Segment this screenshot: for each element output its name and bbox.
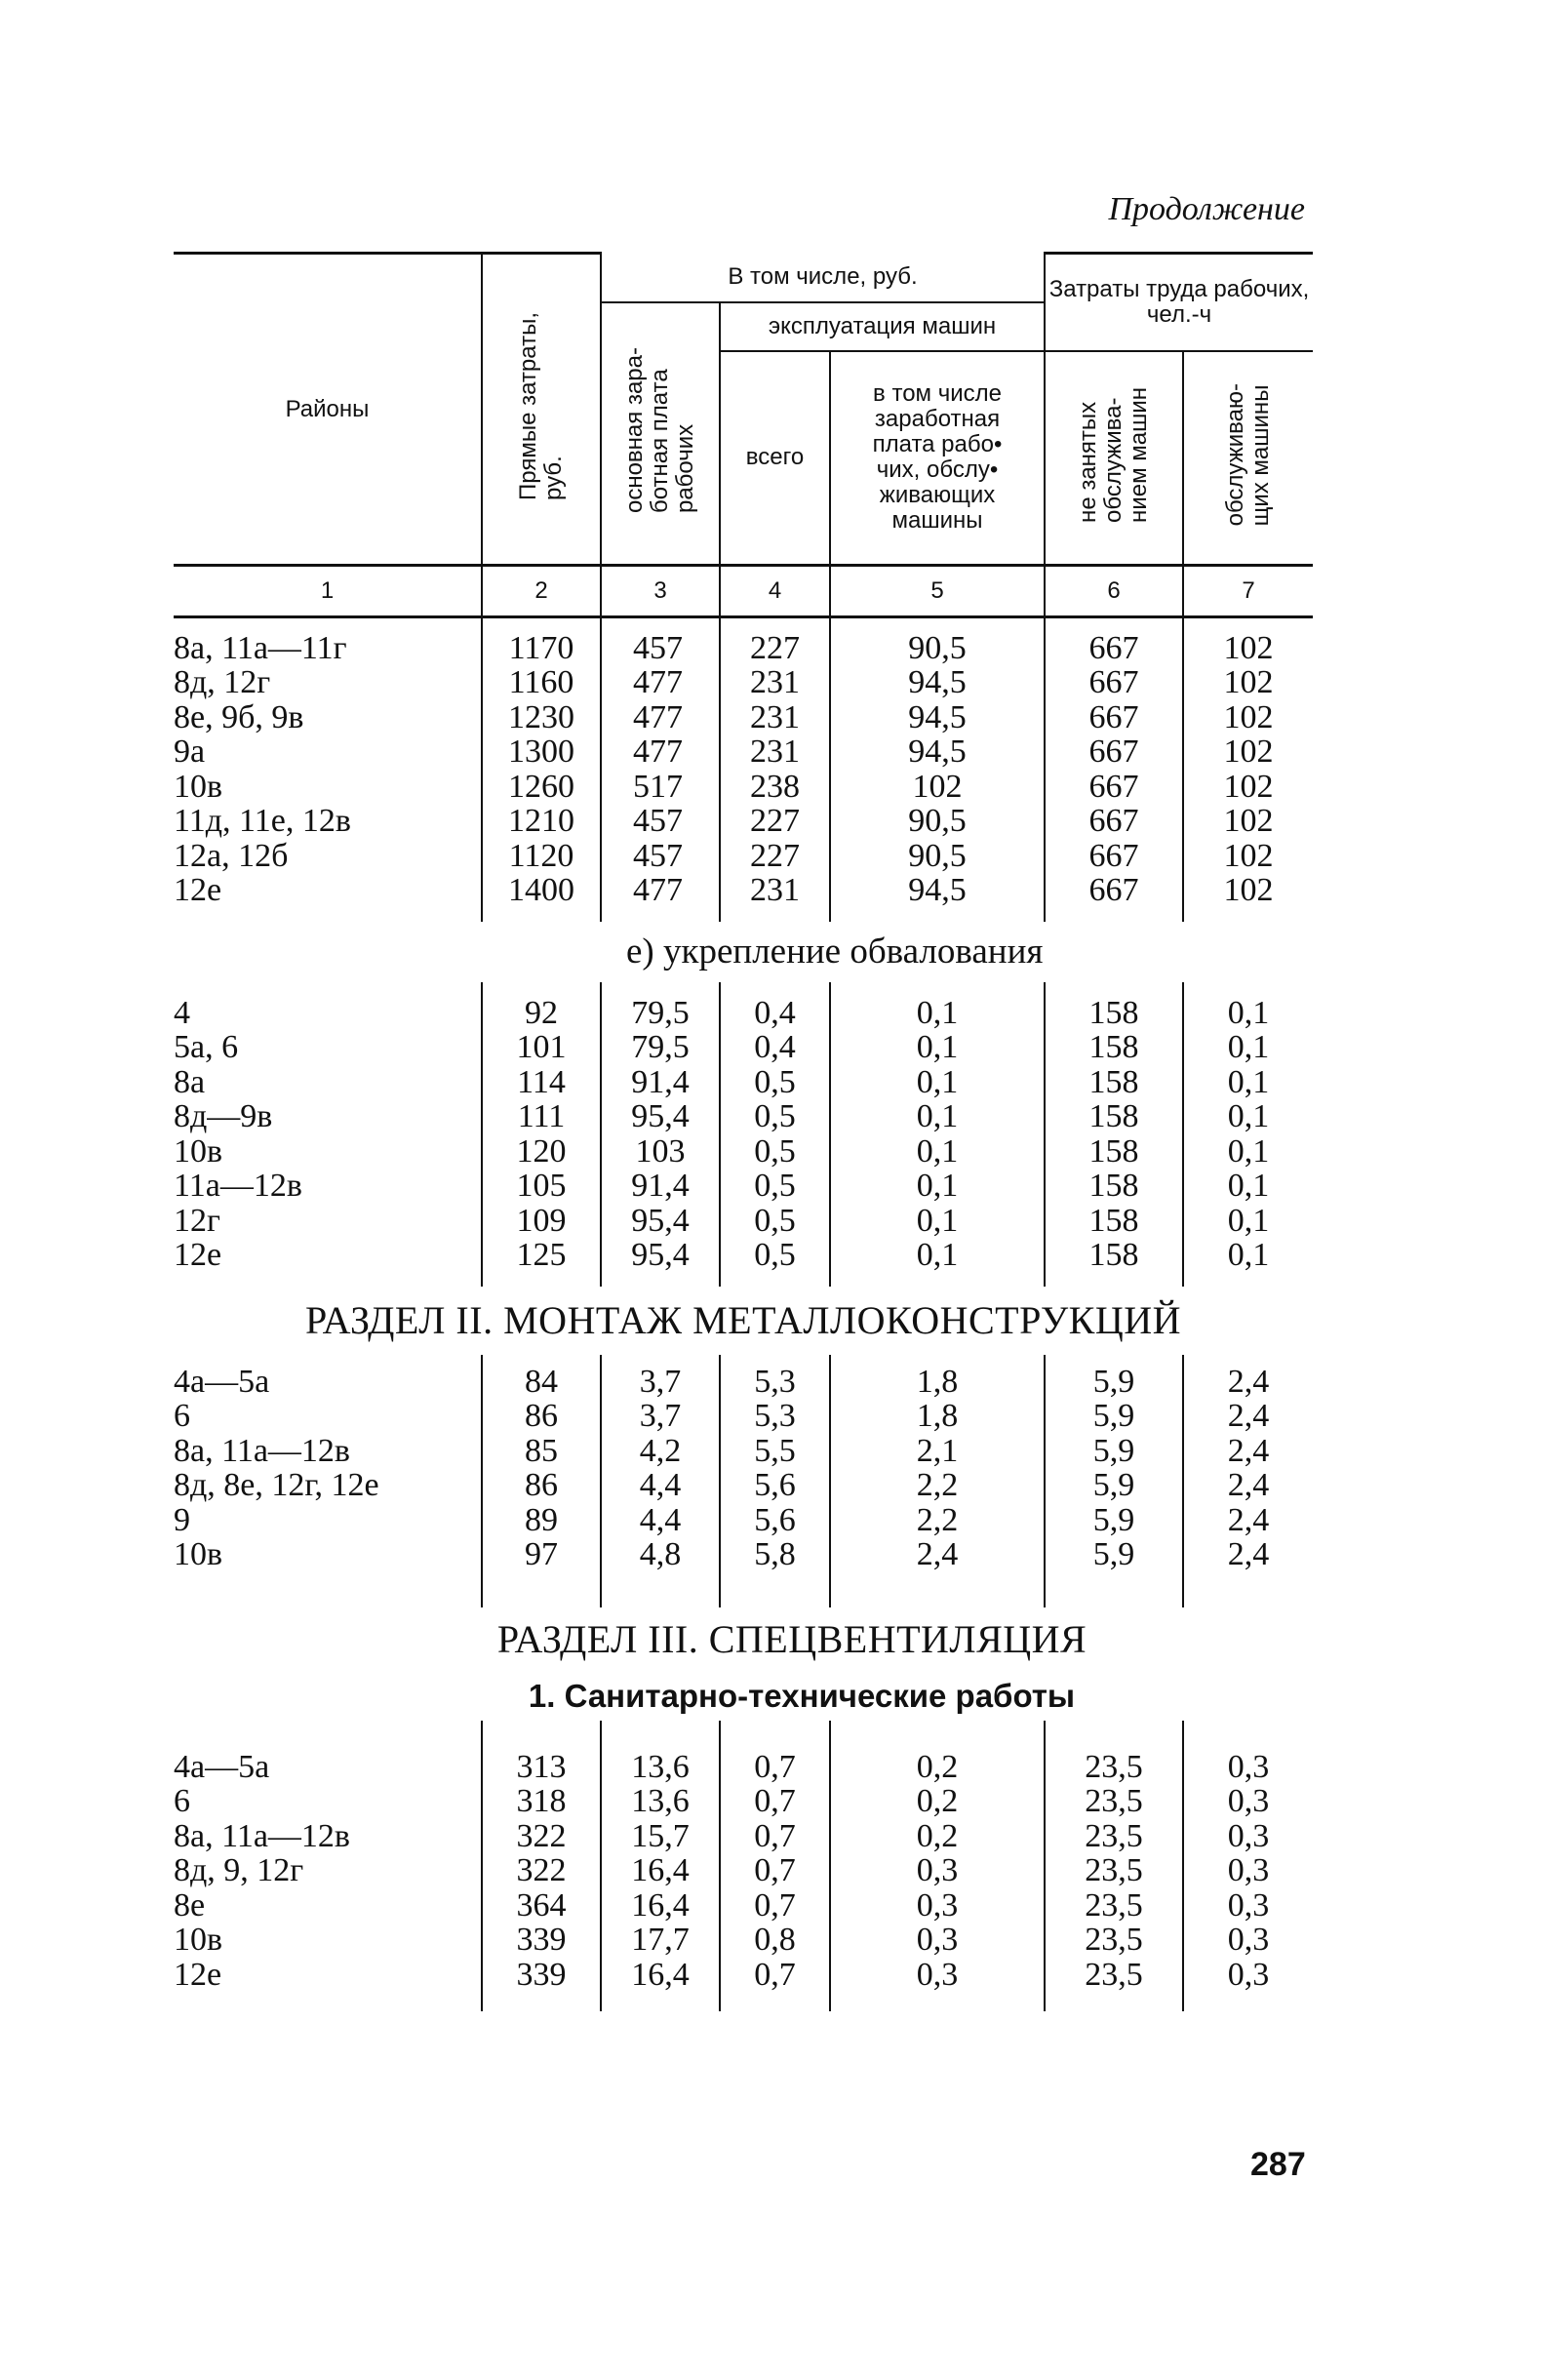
value-text: 5,3 xyxy=(754,1363,796,1400)
region-label: 12е xyxy=(174,872,222,908)
value-text: 0,1 xyxy=(916,1202,959,1239)
value-text: 16,4 xyxy=(631,1956,690,1993)
value-text: 102 xyxy=(912,768,963,805)
region-label: 4а—5а xyxy=(174,1748,270,1785)
labor-not-machine-cell xyxy=(1045,631,1183,908)
value-text: 5,6 xyxy=(754,1467,796,1503)
value-text: 4,2 xyxy=(639,1432,682,1469)
value-text: 0,3 xyxy=(916,1886,959,1924)
value-text: 3,7 xyxy=(639,1398,682,1434)
value-text: 0,1 xyxy=(1227,1237,1270,1273)
value-text: 2,2 xyxy=(916,1501,959,1538)
value-text: 667 xyxy=(1088,872,1139,908)
machine-total-cell xyxy=(720,1750,830,1993)
value-text: 5,6 xyxy=(754,1501,796,1538)
col-number: 3 xyxy=(601,566,720,617)
value-text: 4,4 xyxy=(639,1501,682,1538)
value-text: 231 xyxy=(750,664,800,700)
value-text: 5,9 xyxy=(1092,1363,1135,1400)
base-wage-cell xyxy=(601,631,720,908)
machine-wage-cell xyxy=(830,631,1045,908)
value-text: 114 xyxy=(517,1063,566,1100)
value-text: 0,1 xyxy=(1227,1029,1270,1065)
value-text: 2,4 xyxy=(1227,1536,1270,1572)
regions-cell xyxy=(174,1365,482,1572)
value-text: 0,1 xyxy=(916,1098,959,1134)
labor-not-machine-cell xyxy=(1045,996,1183,1273)
region-label: 5а, 6 xyxy=(174,1029,239,1065)
value-text: 3,7 xyxy=(639,1363,682,1400)
value-text: 2,2 xyxy=(916,1467,959,1503)
value-text: 90,5 xyxy=(908,629,967,666)
value-text: 2,4 xyxy=(1227,1501,1270,1538)
value-text: 1210 xyxy=(508,803,574,839)
value-text: 158 xyxy=(1088,1029,1139,1065)
header-total: всего xyxy=(720,351,830,566)
header-machine-servicing: обслуживаю- щих машины xyxy=(1183,351,1313,566)
value-text: 667 xyxy=(1088,629,1139,666)
value-text: 0,3 xyxy=(1227,1817,1270,1854)
value-text: 13,6 xyxy=(631,1748,690,1785)
value-text: 313 xyxy=(516,1748,567,1785)
region-label: 8е, 9б, 9в xyxy=(174,698,304,735)
value-text: 667 xyxy=(1088,734,1139,770)
value-text: 0,1 xyxy=(916,1063,959,1100)
base-wage-cell xyxy=(601,1750,720,1993)
value-text: 102 xyxy=(1223,664,1274,700)
value-text: 0,1 xyxy=(916,994,959,1031)
value-text: 0,7 xyxy=(754,1817,796,1854)
region-label: 12а, 12б xyxy=(174,837,289,874)
region-label: 8д, 8е, 12г, 12е xyxy=(174,1467,379,1503)
value-text: 2,4 xyxy=(1227,1363,1270,1400)
labor-machine-cell xyxy=(1183,1750,1313,1993)
value-text: 84 xyxy=(525,1363,558,1400)
value-text: 667 xyxy=(1088,768,1139,805)
table-row-group xyxy=(174,1365,1313,1572)
value-text: 231 xyxy=(750,872,800,908)
value-text: 103 xyxy=(635,1132,686,1170)
region-label: 11д, 11е, 12в xyxy=(174,803,351,839)
header-regions: Районы xyxy=(174,254,482,566)
value-text: 102 xyxy=(1223,803,1274,839)
value-text: 5,9 xyxy=(1092,1501,1135,1538)
value-text: 4,8 xyxy=(639,1536,682,1572)
value-text: 0,1 xyxy=(1227,1063,1270,1100)
value-text: 90,5 xyxy=(908,803,967,839)
machine-wage-cell xyxy=(830,1365,1045,1572)
header-base-wage: основная зара- ботная плата рабочих xyxy=(601,302,720,566)
cost-table xyxy=(174,252,1313,2011)
value-text: 667 xyxy=(1088,837,1139,874)
value-text: 322 xyxy=(516,1852,567,1888)
value-text: 0,5 xyxy=(754,1237,796,1273)
region-label: 10в xyxy=(174,1132,223,1170)
value-text: 0,1 xyxy=(1227,1132,1270,1170)
value-text: 0,5 xyxy=(754,1202,796,1239)
col-number: 2 xyxy=(482,566,601,617)
value-text: 23,5 xyxy=(1085,1817,1143,1854)
value-text: 91,4 xyxy=(631,1168,690,1204)
value-text: 0,2 xyxy=(916,1817,959,1854)
value-text: 95,4 xyxy=(631,1237,690,1273)
value-text: 0,1 xyxy=(1227,1202,1270,1239)
value-text: 102 xyxy=(1223,872,1274,908)
value-text: 0,1 xyxy=(916,1237,959,1273)
value-text: 94,5 xyxy=(908,664,967,700)
value-text: 1300 xyxy=(508,734,574,770)
value-text: 92 xyxy=(525,994,558,1031)
machine-total-cell xyxy=(720,631,830,908)
continuation-label: Продолжение xyxy=(1108,191,1305,227)
value-text: 5,9 xyxy=(1092,1536,1135,1572)
header-not-machine: не занятых обслужива- нием машин xyxy=(1045,351,1183,566)
value-text: 91,4 xyxy=(631,1063,690,1100)
value-text: 339 xyxy=(516,1956,567,1993)
value-text: 158 xyxy=(1088,1098,1139,1134)
region-label: 8д, 9, 12г xyxy=(174,1852,304,1888)
value-text: 79,5 xyxy=(631,994,690,1031)
value-text: 120 xyxy=(516,1132,567,1170)
value-text: 0,7 xyxy=(754,1852,796,1888)
value-text: 158 xyxy=(1088,1237,1139,1273)
value-text: 90,5 xyxy=(908,837,967,874)
value-text: 0,8 xyxy=(754,1922,796,1958)
value-text: 1160 xyxy=(508,664,574,700)
value-text: 85 xyxy=(525,1432,558,1469)
value-text: 457 xyxy=(633,837,683,874)
value-text: 89 xyxy=(525,1501,558,1538)
region-label: 8а, 11а—12в xyxy=(174,1432,350,1469)
value-text: 238 xyxy=(750,768,800,805)
value-text: 667 xyxy=(1088,698,1139,735)
value-text: 1170 xyxy=(508,629,574,666)
value-text: 339 xyxy=(516,1922,567,1958)
value-text: 0,3 xyxy=(916,1956,959,1993)
value-text: 0,1 xyxy=(1227,1168,1270,1204)
value-text: 1,8 xyxy=(916,1363,959,1400)
value-text: 5,9 xyxy=(1092,1432,1135,1469)
region-label: 4 xyxy=(174,994,190,1031)
value-text: 94,5 xyxy=(908,698,967,735)
region-label: 8а, 11а—11г xyxy=(174,629,347,666)
value-text: 16,4 xyxy=(631,1886,690,1924)
value-text: 158 xyxy=(1088,1168,1139,1204)
col-number: 6 xyxy=(1045,566,1183,617)
value-text: 105 xyxy=(516,1168,567,1204)
value-text: 0,7 xyxy=(754,1783,796,1819)
section-title: РАЗДЕЛ III. СПЕЦВЕНТИЛЯЦИЯ xyxy=(496,1616,1087,1661)
value-text: 0,3 xyxy=(916,1852,959,1888)
value-text: 227 xyxy=(750,803,800,839)
value-text: 94,5 xyxy=(908,734,967,770)
value-text: 0,7 xyxy=(754,1956,796,1993)
value-text: 13,6 xyxy=(631,1783,690,1819)
value-text: 102 xyxy=(1223,629,1274,666)
header-machine-wage: в том числе заработная плата рабо• чих, обслу• живающих машины xyxy=(830,351,1045,566)
section-title: РАЗДЕЛ II. МОНТАЖ МЕТАЛЛОКОНСТРУКЦИЙ xyxy=(304,1297,1182,1342)
region-label: 11а—12в xyxy=(174,1168,302,1204)
value-text: 0,3 xyxy=(1227,1852,1270,1888)
value-text: 667 xyxy=(1088,803,1139,839)
value-text: 0,3 xyxy=(1227,1956,1270,1993)
base-wage-cell xyxy=(601,1365,720,1572)
labor-machine-cell xyxy=(1183,996,1313,1273)
value-text: 0,5 xyxy=(754,1132,796,1170)
region-label: 12е xyxy=(174,1956,222,1993)
regions-cell xyxy=(174,631,482,908)
subsection-title: е) укрепление обвалования xyxy=(626,931,1044,972)
value-text: 0,3 xyxy=(1227,1783,1270,1819)
labor-machine-cell xyxy=(1183,1365,1313,1572)
value-text: 5,5 xyxy=(754,1432,796,1469)
region-label: 8д—9в xyxy=(174,1098,273,1134)
value-text: 5,8 xyxy=(754,1536,796,1572)
col-number: 5 xyxy=(830,566,1045,617)
value-text: 0,1 xyxy=(916,1029,959,1065)
value-text: 2,1 xyxy=(916,1432,959,1469)
value-text: 0,5 xyxy=(754,1063,796,1100)
value-text: 0,3 xyxy=(1227,1922,1270,1958)
value-text: 101 xyxy=(516,1029,567,1065)
value-text: 5,3 xyxy=(754,1398,796,1434)
value-text: 158 xyxy=(1088,1202,1139,1239)
value-text: 158 xyxy=(1088,994,1139,1031)
value-text: 1,8 xyxy=(916,1398,959,1434)
machine-wage-cell xyxy=(830,1750,1045,1993)
value-text: 97 xyxy=(525,1536,558,1572)
value-text: 86 xyxy=(525,1467,558,1503)
value-text: 2,4 xyxy=(1227,1467,1270,1503)
machine-total-cell xyxy=(720,1365,830,1572)
value-text: 0,1 xyxy=(1227,994,1270,1031)
value-text: 95,4 xyxy=(631,1098,690,1134)
value-text: 0,1 xyxy=(916,1132,959,1170)
region-label: 10в xyxy=(174,1536,223,1572)
value-text: 23,5 xyxy=(1085,1886,1143,1924)
value-text: 1120 xyxy=(508,837,574,874)
value-text: 231 xyxy=(750,698,800,735)
machine-total-cell xyxy=(720,996,830,1273)
value-text: 227 xyxy=(750,837,800,874)
machine-wage-cell xyxy=(830,996,1045,1273)
table-row-group xyxy=(174,996,1313,1273)
value-text: 231 xyxy=(750,734,800,770)
region-label: 10в xyxy=(174,1922,223,1958)
value-text: 4,4 xyxy=(639,1467,682,1503)
value-text: 23,5 xyxy=(1085,1783,1143,1819)
col-number: 4 xyxy=(720,566,830,617)
region-label: 6 xyxy=(174,1398,190,1434)
regions-cell xyxy=(174,996,482,1273)
labor-not-machine-cell xyxy=(1045,1365,1183,1572)
direct-costs-cell xyxy=(482,996,601,1273)
region-label: 8е xyxy=(174,1886,206,1924)
value-text: 0,4 xyxy=(754,1029,796,1065)
value-text: 477 xyxy=(633,664,683,700)
value-text: 125 xyxy=(516,1237,567,1273)
value-text: 109 xyxy=(516,1202,567,1239)
value-text: 79,5 xyxy=(631,1029,690,1065)
header-machine-operation: эксплуатация машин xyxy=(720,302,1045,351)
value-text: 364 xyxy=(516,1886,567,1924)
region-label: 12е xyxy=(174,1237,222,1273)
table-row-group xyxy=(174,631,1313,908)
value-text: 1400 xyxy=(508,872,574,908)
value-text: 2,4 xyxy=(1227,1432,1270,1469)
value-text: 23,5 xyxy=(1085,1956,1143,1993)
col-number: 7 xyxy=(1183,566,1313,617)
value-text: 23,5 xyxy=(1085,1922,1143,1958)
value-text: 102 xyxy=(1223,768,1274,805)
base-wage-cell xyxy=(601,996,720,1273)
value-text: 102 xyxy=(1223,734,1274,770)
regions-cell xyxy=(174,1750,482,1993)
value-text: 1230 xyxy=(508,698,574,735)
value-text: 0,3 xyxy=(1227,1748,1270,1785)
value-text: 5,9 xyxy=(1092,1467,1135,1503)
page-number: 287 xyxy=(1250,2146,1306,2183)
value-text: 457 xyxy=(633,803,683,839)
value-text: 0,7 xyxy=(754,1748,796,1785)
value-text: 16,4 xyxy=(631,1852,690,1888)
value-text: 102 xyxy=(1223,698,1274,735)
value-text: 102 xyxy=(1223,837,1274,874)
value-text: 2,4 xyxy=(1227,1398,1270,1434)
header-labor-costs: Затраты труда рабочих, чел.-ч xyxy=(1045,254,1313,351)
labor-not-machine-cell xyxy=(1045,1750,1183,1993)
value-text: 17,7 xyxy=(631,1922,690,1958)
value-text: 158 xyxy=(1088,1132,1139,1170)
value-text: 318 xyxy=(516,1783,567,1819)
value-text: 0,3 xyxy=(1227,1886,1270,1924)
region-label: 9а xyxy=(174,734,206,770)
region-label: 8д, 12г xyxy=(174,664,271,700)
header-including: В том числе, руб. xyxy=(601,254,1045,302)
value-text: 111 xyxy=(517,1098,566,1134)
value-text: 477 xyxy=(633,734,683,770)
region-label: 12г xyxy=(174,1202,220,1239)
value-text: 95,4 xyxy=(631,1202,690,1239)
value-text: 0,1 xyxy=(916,1168,959,1204)
region-label: 10в xyxy=(174,768,223,805)
value-text: 0,2 xyxy=(916,1783,959,1819)
region-label: 8а xyxy=(174,1063,206,1100)
value-text: 517 xyxy=(633,768,683,805)
direct-costs-cell xyxy=(482,1365,601,1572)
value-text: 94,5 xyxy=(908,872,967,908)
value-text: 86 xyxy=(525,1398,558,1434)
direct-costs-cell xyxy=(482,631,601,908)
value-text: 0,3 xyxy=(916,1922,959,1958)
value-text: 5,9 xyxy=(1092,1398,1135,1434)
value-text: 0,2 xyxy=(916,1748,959,1785)
table-row-group xyxy=(174,1750,1313,1993)
value-text: 23,5 xyxy=(1085,1748,1143,1785)
value-text: 0,5 xyxy=(754,1168,796,1204)
region-label: 9 xyxy=(174,1501,190,1538)
value-text: 0,4 xyxy=(754,994,796,1031)
value-text: 457 xyxy=(633,629,683,666)
value-text: 2,4 xyxy=(916,1536,959,1572)
labor-machine-cell xyxy=(1183,631,1313,908)
value-text: 477 xyxy=(633,872,683,908)
value-text: 477 xyxy=(633,698,683,735)
value-text: 23,5 xyxy=(1085,1852,1143,1888)
header-direct-costs: Прямые затраты, руб. xyxy=(482,254,601,566)
subsection-title: 1. Санитарно-технические работы xyxy=(528,1677,1076,1714)
value-text: 227 xyxy=(750,629,800,666)
value-text: 0,1 xyxy=(1227,1098,1270,1134)
direct-costs-cell xyxy=(482,1750,601,1993)
region-label: 6 xyxy=(174,1783,190,1819)
value-text: 667 xyxy=(1088,664,1139,700)
value-text: 0,5 xyxy=(754,1098,796,1134)
value-text: 15,7 xyxy=(631,1817,690,1854)
value-text: 322 xyxy=(516,1817,567,1854)
region-label: 4а—5а xyxy=(174,1363,270,1400)
value-text: 158 xyxy=(1088,1063,1139,1100)
col-number: 1 xyxy=(174,566,482,617)
value-text: 1260 xyxy=(508,768,574,805)
region-label: 8а, 11а—12в xyxy=(174,1817,350,1854)
value-text: 0,7 xyxy=(754,1886,796,1924)
